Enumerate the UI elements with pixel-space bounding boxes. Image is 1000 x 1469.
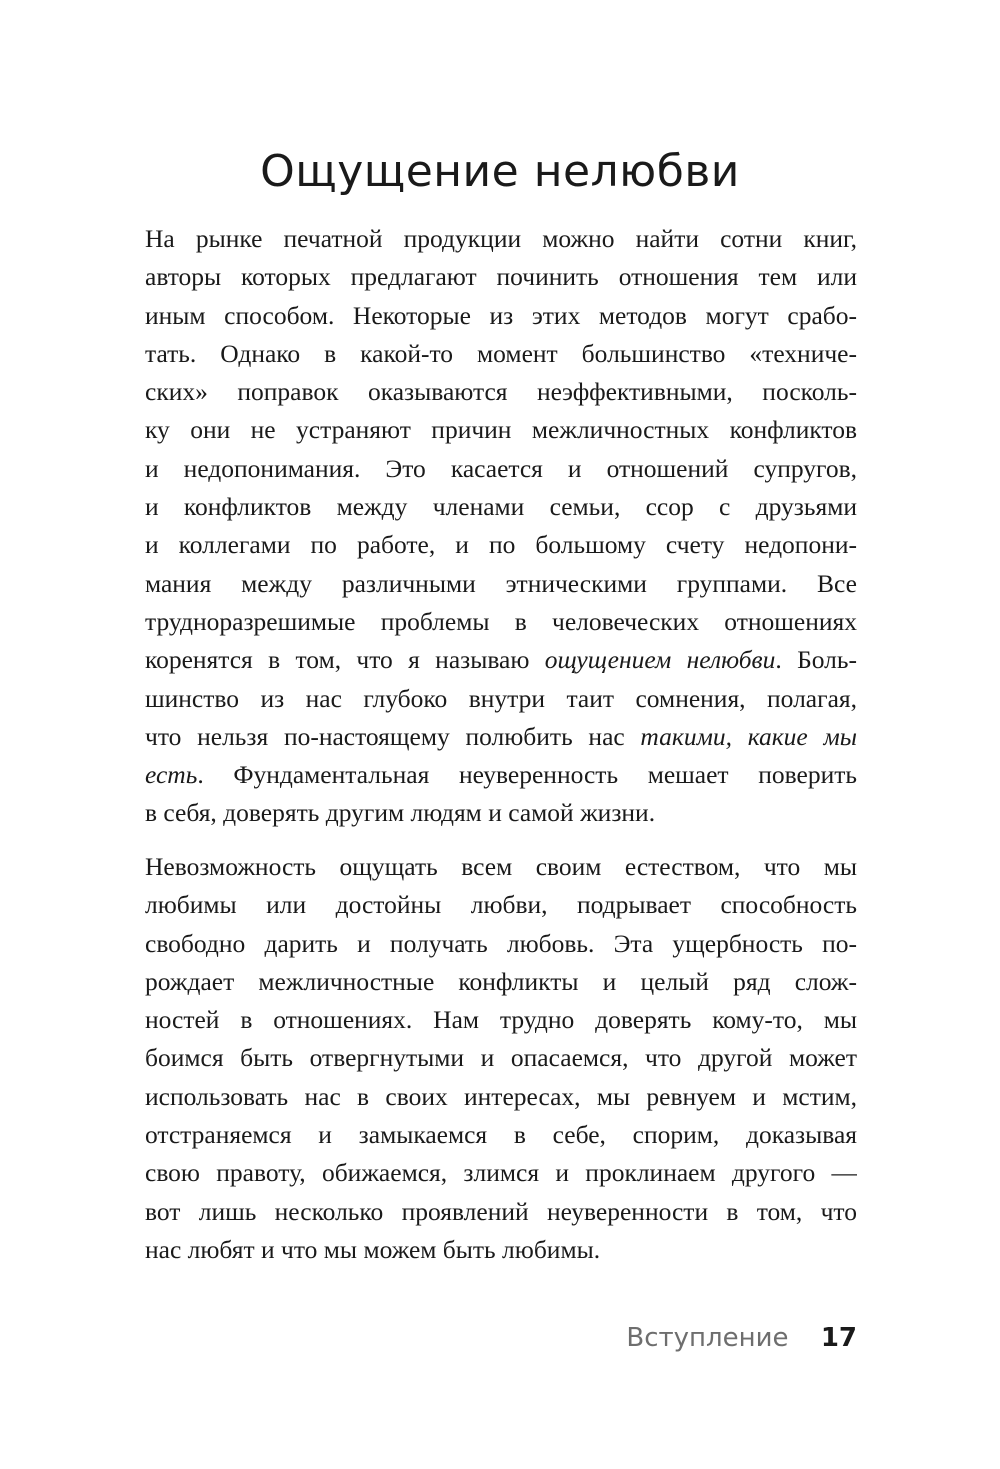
text-line <box>145 925 857 963</box>
text-segment: иным способом. Некоторые из этих методов могут срабо- <box>145 300 857 330</box>
text-line <box>145 1001 857 1039</box>
text-line <box>145 848 857 886</box>
text-segment: и коллегами по работе, и по большому счету недопони- <box>145 530 857 560</box>
text-line <box>145 565 857 603</box>
text-line <box>145 488 857 526</box>
text-segment: боимся быть отвергнутыми и опасаемся, что другой может <box>145 1043 857 1073</box>
text-line <box>145 641 857 679</box>
text-segment: ку они не устраняют причин межличностных конфликтов <box>145 415 857 445</box>
text-segment: свою правоту, обижаемся, злимся и проклинаем другого — <box>145 1158 857 1188</box>
running-section-title: Вступление <box>626 1323 789 1353</box>
text-line <box>145 411 857 449</box>
page-number: 17 <box>820 1323 857 1353</box>
text-line <box>145 756 857 794</box>
text-line <box>145 1193 857 1231</box>
text-line <box>145 963 857 1001</box>
text-line <box>145 297 857 335</box>
text-line <box>145 1039 857 1077</box>
text-line <box>145 680 857 718</box>
text-line <box>145 258 857 296</box>
text-segment: и недопонимания. Это касается и отношений супругов, <box>145 453 857 483</box>
text-segment: вот лишь несколько проявлений неуверенности в том, что <box>145 1196 857 1226</box>
text-line <box>145 526 857 564</box>
text-segment: рождает межличностные конфликты и целый ряд слож- <box>145 966 857 996</box>
paragraph-1 <box>145 220 857 833</box>
text-segment: тать. Однако в какой-то момент большинство «техниче- <box>145 338 857 368</box>
text-segment: трудноразрешимые проблемы в человеческих отношениях <box>145 606 857 636</box>
text-segment: мания между различными этническими группами. Все <box>145 568 857 598</box>
text-segment: любимы или достойны любви, подрывает способность <box>145 890 857 920</box>
text-segment: и конфликтов между членами семьи, ссор с друзьями <box>145 492 857 522</box>
text-line <box>145 1116 857 1154</box>
text-line <box>145 1154 857 1192</box>
text-segment: ностей в отношениях. Нам трудно доверять кому-то, мы <box>145 1005 857 1035</box>
text-segment: что нельзя по-настоящему полюбить нас <box>145 721 641 751</box>
italic-text: есть <box>145 760 198 790</box>
text-segment: коренятся в том, что я называю <box>145 645 545 675</box>
text-segment: нас любят и что мы можем быть любимы. <box>145 1234 601 1264</box>
chapter-title: Ощущение нелюбви <box>260 146 740 197</box>
text-segment: Невозможность ощущать всем своим естеством, что мы <box>145 852 857 881</box>
text-segment: . Фундаментальная неуверенность мешает поверить <box>197 760 857 790</box>
text-line <box>145 603 857 641</box>
italic-text: такими, какие мы <box>640 721 857 751</box>
text-segment: авторы которых предлагают починить отношения тем или <box>145 262 857 292</box>
text-line <box>145 373 857 411</box>
text-line <box>145 718 857 756</box>
text-line <box>145 794 857 832</box>
text-line <box>145 450 857 488</box>
text-segment: На рынке печатной продукции можно найти сотни книг, <box>145 224 857 253</box>
text-segment: в себя, доверять другим людям и самой жизни. <box>145 798 656 828</box>
text-segment: использовать нас в своих интересах, мы ревнуем и мстим, <box>145 1081 857 1111</box>
text-line <box>145 886 857 924</box>
text-segment: свободно дарить и получать любовь. Эта ущербность по- <box>145 928 857 958</box>
paragraph-2 <box>145 848 857 1269</box>
text-segment: шинство из нас глубоко внутри таит сомнения, полагая, <box>145 683 857 713</box>
text-line <box>145 220 857 258</box>
text-line <box>145 1231 857 1269</box>
text-line <box>145 335 857 373</box>
italic-text: ощущением нелюбви <box>544 645 776 675</box>
text-line <box>145 1078 857 1116</box>
text-segment: ских» поправок оказываются неэффективными, посколь- <box>145 377 857 407</box>
page-footer <box>626 1318 857 1358</box>
text-segment: . Боль- <box>775 645 857 675</box>
text-segment: отстраняемся и замыкаемся в себе, спорим, доказывая <box>145 1120 857 1150</box>
